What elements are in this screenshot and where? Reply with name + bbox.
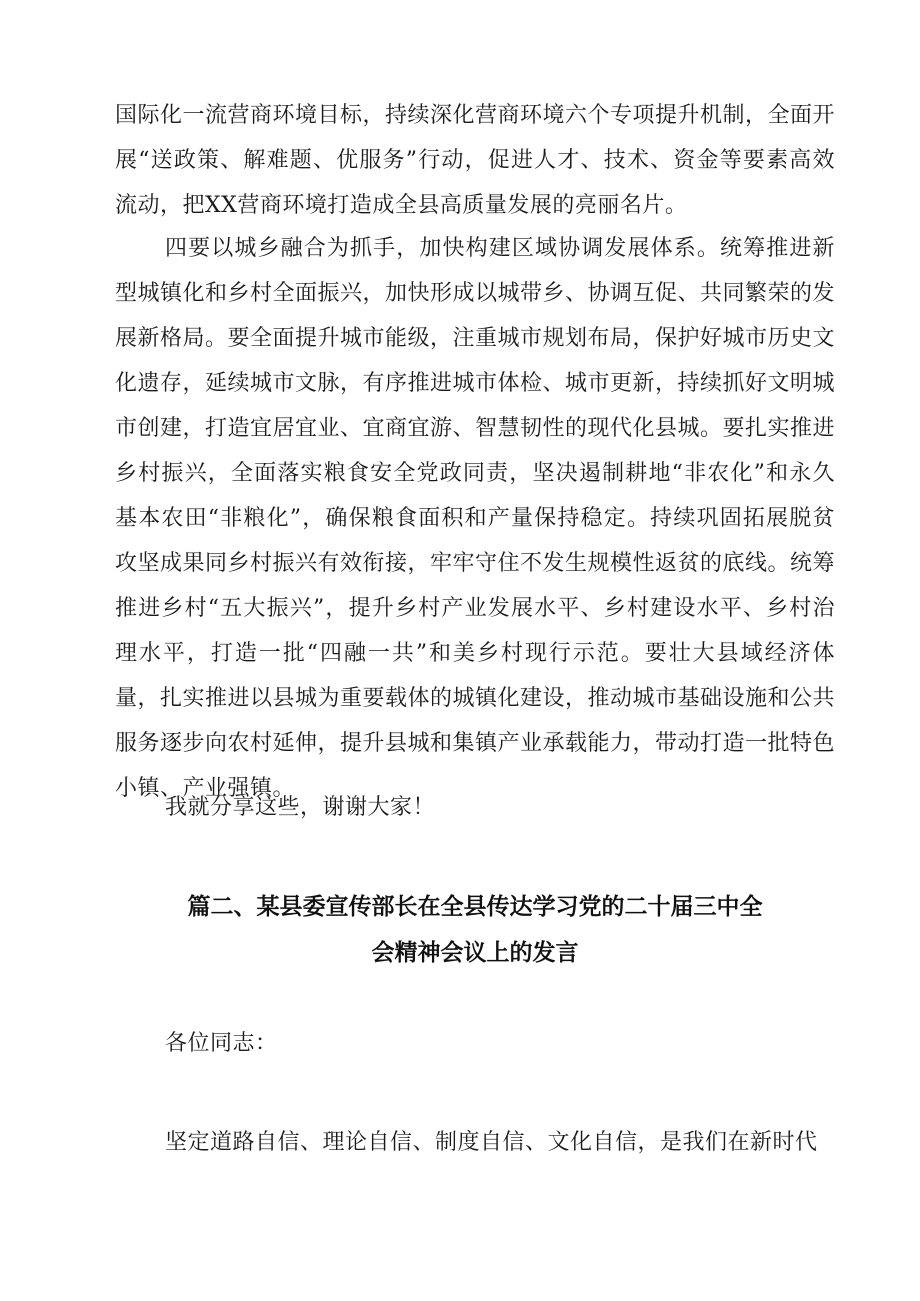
section-title-line-1: 篇二、某县委宣传部长在全县传达学习党的二十届三中全 — [187, 894, 763, 920]
paragraph-closing-thanks — [115, 785, 835, 830]
salutation — [115, 1021, 835, 1066]
paragraph-urban-rural-integration — [115, 226, 835, 811]
section-title — [115, 884, 835, 976]
paragraph-business-environment — [115, 93, 835, 228]
salutation-text: 各位同志： — [165, 1031, 278, 1056]
paragraph-four-confidences — [115, 1120, 835, 1165]
paragraph-text: 四要以城乡融合为抓手，加快构建区域协调发展体系。统筹推进新型城镇化和乡村全面振兴，加快形成以城带乡、协调互促、共同繁荣的发展新格局。要全面提升城市能级，注重城市规划布局，保护好城市历史文化遗存，延续城市文脉，有序推进城市体检、城市更新，持续抓好文明城市创建，打造宜居宜业、宜商宜游、智慧韧性的现代化县城。要扎实推进乡村振兴，全面落实粮食安全党政同责，坚决遏制耕地“非农化”和永久基本农田“非粮化”，确保粮食面积和产量保持稳定。持续巩固拓展脱贫攻坚成果同乡村振兴有效衔接，牢牢守住不发生规模性返贫的底线。统筹推进乡村“五大振兴”，提升乡村产业发展水平、乡村建设水平、乡村治理水平，打造一批“四融一共”和美乡村现行示范。要壮大县域经济体量，扎实推进以县城为重要载体的城镇化建设，推动城市基础设施和公共服务逐步向农村延伸，提升县城和集镇产业承载能力，带动打造一批特色小镇、产业强镇。 — [115, 236, 836, 801]
paragraph-text: 国际化一流营商环境目标，持续深化营商环境六个专项提升机制，全面开展“送政策、解难题、优服务”行动，促进人才、技术、资金等要素高效流动，把XX营商环境打造成全县高质量发展的亮丽名片。 — [115, 103, 836, 218]
section-title-line-2: 会精神会议上的发言 — [371, 940, 579, 966]
paragraph-text: 坚定道路自信、理论自信、制度自信、文化自信，是我们在新时代 — [165, 1130, 818, 1155]
paragraph-text: 我就分享这些，谢谢大家！ — [165, 795, 436, 820]
